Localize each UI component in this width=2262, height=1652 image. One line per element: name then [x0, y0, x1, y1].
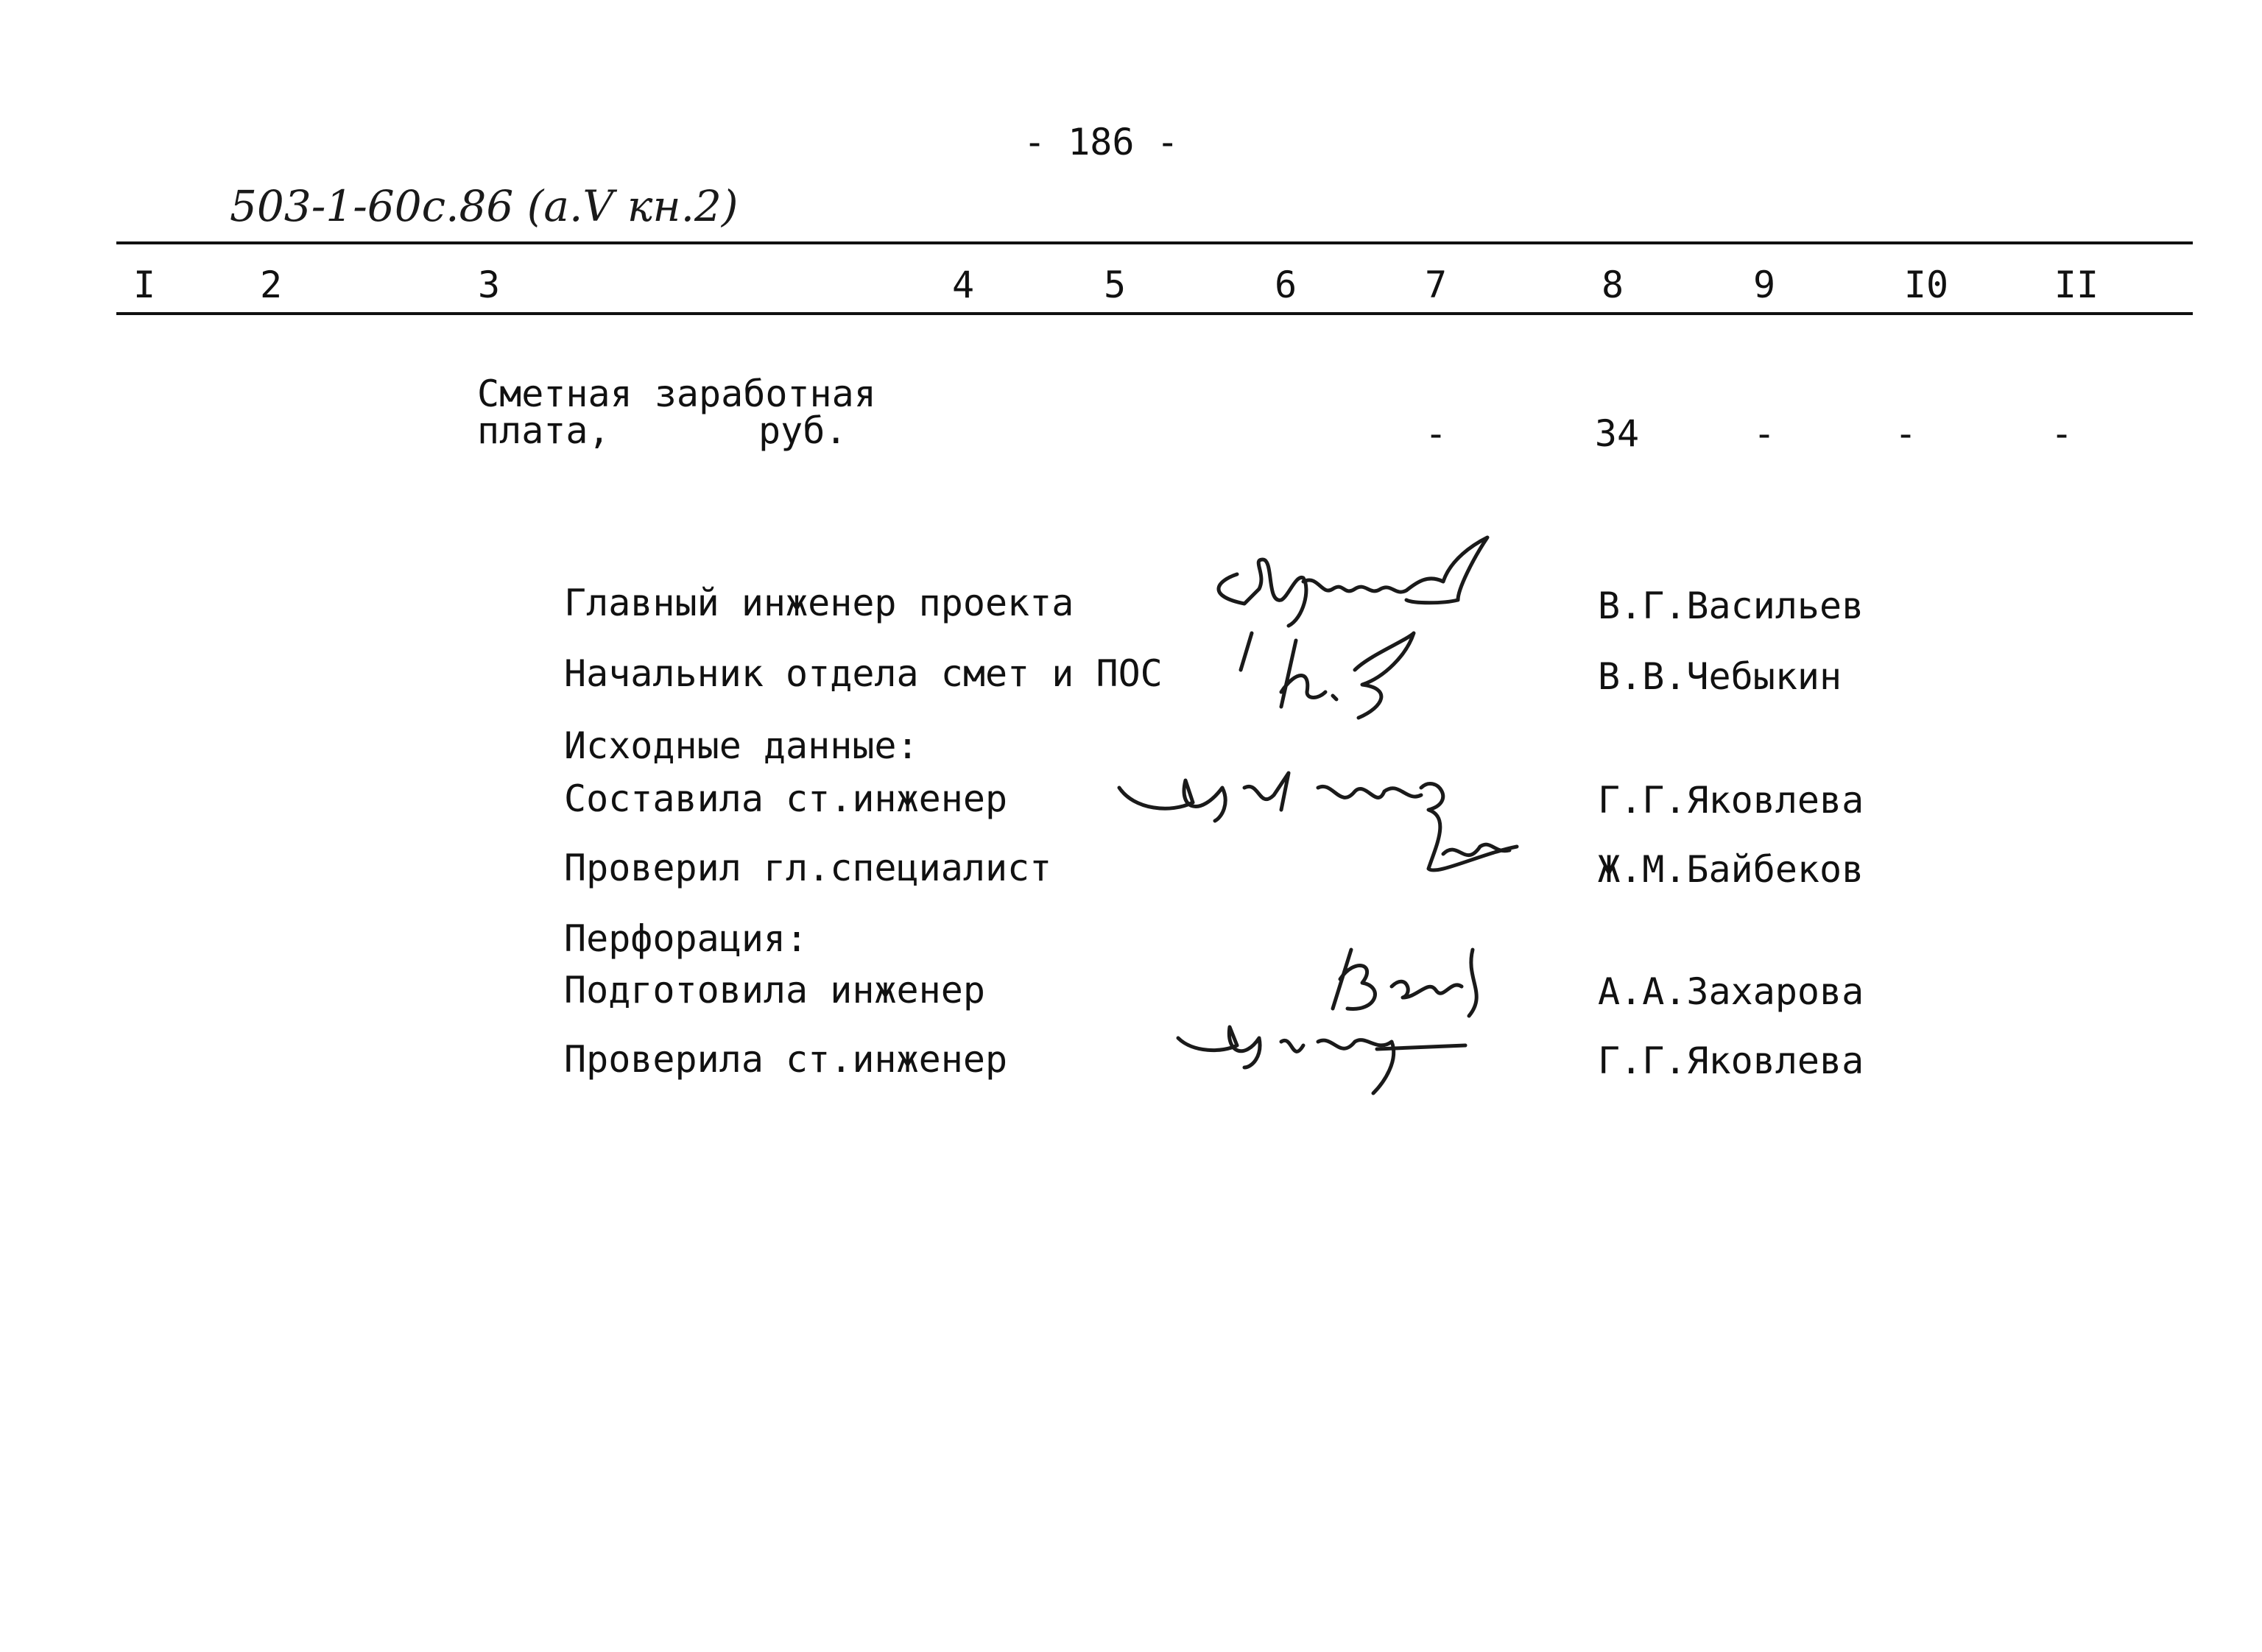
signature-role-compiled-by: Составила ст.инженер: [564, 777, 1008, 820]
column-number-6: 6: [1274, 264, 1297, 306]
signature-role-chief-engineer: Главный инженер проекта: [564, 582, 1074, 624]
column-number-2: 2: [259, 264, 283, 306]
row-col8-value: 34: [1594, 412, 1640, 455]
signature-role-head-of-department: Начальник отдела смет и ПОС: [564, 652, 1163, 695]
row-col7-value: -: [1424, 412, 1448, 455]
column-number-3: 3: [477, 264, 501, 306]
row-col10-value: -: [1894, 412, 1917, 455]
column-number-1: I: [133, 264, 156, 306]
signature-name-head-of-department: В.В.Чебыкин: [1598, 655, 1842, 698]
column-number-10: I0: [1903, 264, 1949, 306]
table-header-rule: [116, 312, 2193, 315]
signature-role-checked-by: Проверил гл.специалист: [564, 847, 1052, 889]
section-heading-source-data: Исходные данные:: [564, 724, 919, 767]
row-label-line1: Сметная заработная: [477, 373, 876, 415]
column-number-5: 5: [1103, 264, 1127, 306]
table-top-rule: [116, 241, 2193, 244]
row-col11-value: -: [2050, 412, 2074, 455]
row-col9-value: -: [1752, 412, 1776, 455]
row-unit: руб.: [758, 409, 848, 452]
column-number-8: 8: [1601, 264, 1624, 306]
column-number-7: 7: [1424, 264, 1448, 306]
handwritten-signature-3: [1112, 758, 1524, 901]
signature-role-prepared-by: Подготовила инженер: [564, 969, 985, 1012]
signature-name-compiled-by: Г.Г.Яковлева: [1598, 779, 1864, 822]
signature-role-verified-by: Проверила ст.инженер: [564, 1038, 1008, 1081]
handwritten-signature-2: [1237, 626, 1458, 724]
handwritten-signature-1: [1193, 530, 1502, 629]
section-heading-perforation: Перфорация:: [564, 917, 808, 960]
document-code: 503-1-60с.86 (а.V кн.2): [230, 181, 739, 231]
row-label-line2: плата,: [477, 409, 610, 452]
column-number-4: 4: [951, 264, 975, 306]
signature-name-prepared-by: А.А.Захарова: [1598, 970, 1864, 1013]
signature-name-verified-by: Г.Г.Яковлева: [1598, 1039, 1864, 1082]
handwritten-signature-5: [1171, 1009, 1480, 1100]
signature-name-checked-by: Ж.М.Байбеков: [1598, 848, 1864, 891]
page-number: - 186 -: [1023, 121, 1179, 163]
column-number-11: II: [2054, 264, 2099, 306]
column-number-9: 9: [1752, 264, 1776, 306]
signature-name-chief-engineer: В.Г.Васильев: [1598, 585, 1864, 627]
